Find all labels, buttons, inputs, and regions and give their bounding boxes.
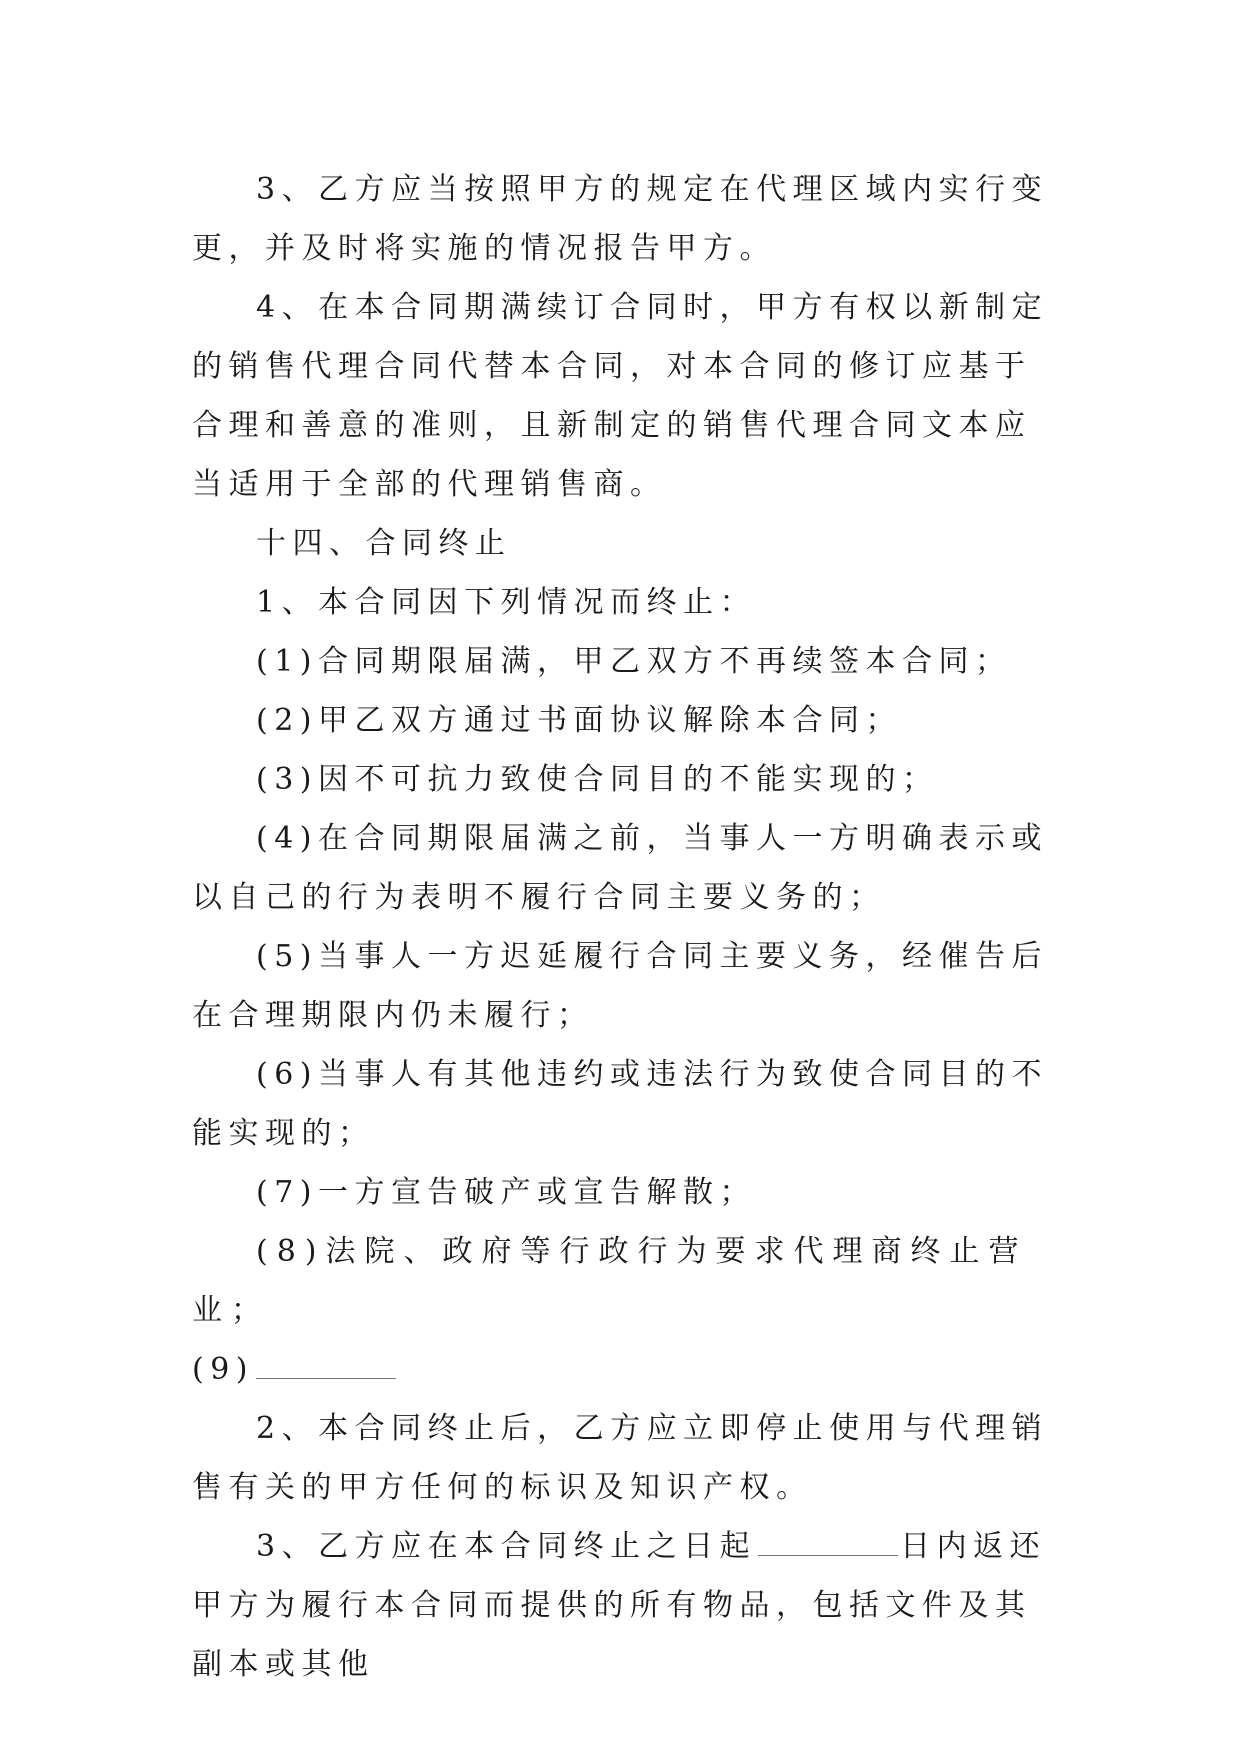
paragraph-termination-conditions: 1、本合同因下列情况而终止： xyxy=(256,585,757,620)
condition-4: (4)在合同期限届满之前，当事人一方明确表示或以自己的行为表明不履行合同主要义务的； xyxy=(192,821,1048,915)
condition-6: (6)当事人有其他违约或违法行为致使合同目的不能实现的； xyxy=(192,1057,1048,1151)
condition-7: (7)一方宣告破产或宣告解散； xyxy=(256,1175,756,1210)
contract-text xyxy=(192,160,1052,1694)
condition-5: (5)当事人一方迟延履行合同主要义务，经催告后在合理期限内仍未履行； xyxy=(192,939,1048,1033)
return-items-text-after: 日内返还甲方为履行本合同而提供的所有物品，包括文件及其副本或其他 xyxy=(192,1529,1047,1682)
paragraph-4-renewal: 4、在本合同期满续订合同时，甲方有权以新制定的销售代理合同代替本合同，对本合同的修订应基于合理和善意的准则，且新制定的销售代理合同文本应当适用于全部的代理销售商。 xyxy=(192,290,1049,502)
condition-3: (3)因不可抗力致使合同目的不能实现的； xyxy=(256,762,939,797)
section-heading-termination: 十四、合同终止 xyxy=(256,526,512,561)
paragraph-return-items xyxy=(192,1517,1052,1694)
blank-line xyxy=(758,1525,898,1556)
condition-9 xyxy=(192,1340,1052,1399)
condition-9-label: (9) xyxy=(192,1352,254,1387)
paragraph-3-report-change: 3、乙方应当按照甲方的规定在代理区域内实行变更，并及时将实施的情况报告甲方。 xyxy=(192,172,1049,266)
blank-line xyxy=(256,1348,396,1379)
paragraph-stop-using-marks: 2、本合同终止后，乙方应立即停止使用与代理销售有关的甲方任何的标识及知识产权。 xyxy=(192,1411,1049,1505)
condition-2: (2)甲乙双方通过书面协议解除本合同； xyxy=(256,703,902,738)
condition-8: (8)法院、政府等行政行为要求代理商终止营业； xyxy=(192,1234,1028,1328)
condition-1: (1)合同期限届满，甲乙双方不再续签本合同； xyxy=(256,644,1012,679)
return-items-text-before: 3、乙方应在本合同终止之日起 xyxy=(256,1529,757,1564)
